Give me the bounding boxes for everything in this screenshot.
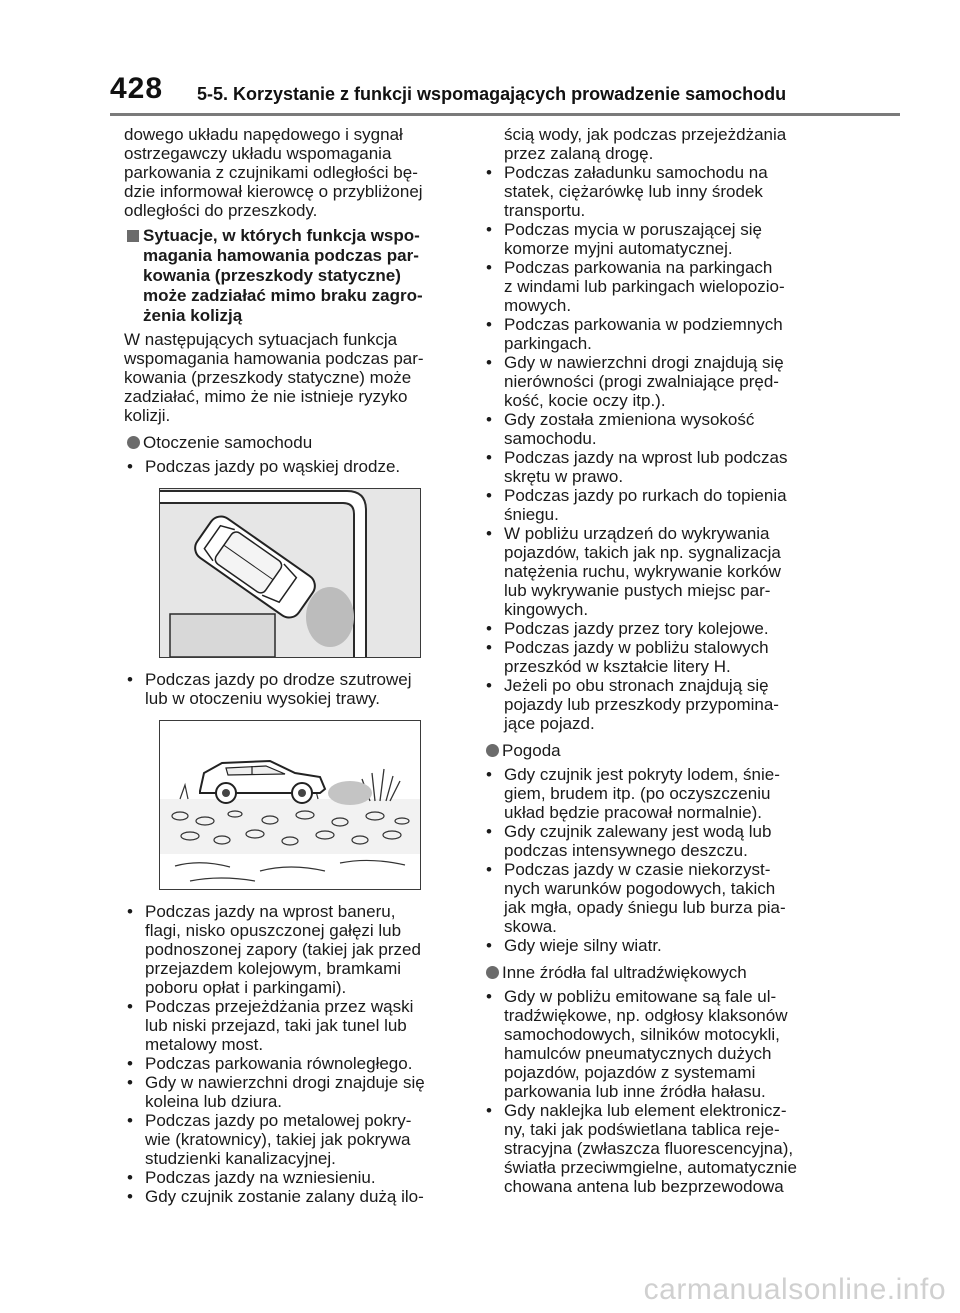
text-line: • Podczas parkowania w podziemnych: [504, 315, 783, 334]
list-item: [115, 457, 460, 476]
list-item: [474, 220, 809, 258]
text-line: • Gdy w nawierzchni drogi znajduje się: [145, 1073, 425, 1092]
text-line: kość, kocie oczy itp.).: [504, 391, 666, 410]
header-divider: [110, 113, 900, 116]
gravel-road-car-icon: [160, 721, 420, 889]
text-line: parkingach.: [504, 334, 592, 353]
text-line: nierówności (progi zwalniające pręd-: [504, 372, 779, 391]
heading-line: żenia kolizją: [143, 306, 243, 325]
text-line: dowego układu napędowego i sygnał: [124, 125, 403, 144]
round-bullet-icon: [486, 966, 499, 979]
text-line: przez zalaną drogę.: [504, 144, 654, 163]
text-line: • Podczas przejeżdżania przez wąski: [145, 997, 414, 1016]
text-line: przejazdem kolejowym, bramkami: [145, 959, 402, 978]
text-line: stracyjna (zwłaszcza fluorescencyjna),: [504, 1139, 794, 1158]
text-line: hamulców pneumatycznych dużych: [504, 1044, 772, 1063]
text-line: flagi, nisko opuszczonej gałęzi lub: [145, 921, 402, 940]
text-line: • Podczas jazdy na wprost lub podczas: [504, 448, 788, 467]
text-line: • Podczas jazdy po rurkach do topienia: [504, 486, 787, 505]
text-line: dzie informował kierowcę o przybliżonej: [124, 182, 423, 201]
text-line: • Jeżeli po obu stronach znajdują się: [504, 676, 769, 695]
subheading-ultrasonic-sources: [474, 963, 809, 982]
list-item: [115, 1111, 460, 1168]
intro-paragraph: [115, 125, 460, 220]
text-line: • Gdy w pobliżu emitowane są fale ul-: [504, 987, 777, 1006]
text-line: jak mgła, opady śniegu lub burza pia-: [504, 898, 786, 917]
list-item: [115, 670, 460, 708]
list-item: [474, 676, 809, 733]
narrow-road-illustration: [159, 488, 421, 658]
section-paragraph: [115, 330, 460, 425]
text-line: kolizji.: [124, 406, 171, 425]
left-column: [115, 125, 460, 1206]
text-line: lub wykrywanie pustych miejsc par-: [504, 581, 771, 600]
text-line: z windami lub parkingach wielopozio-: [504, 277, 785, 296]
text-line: lub w otoczeniu wysokiej trawy.: [145, 689, 380, 708]
text-line: • Podczas parkowania równoległego.: [145, 1054, 413, 1073]
list-item: [115, 902, 460, 997]
list-item: [474, 353, 809, 410]
subheading-text: Otoczenie samochodu: [143, 433, 313, 452]
text-line: • Podczas mycia w poruszającej się: [504, 220, 762, 239]
text-line: mowych.: [504, 296, 572, 315]
text-line: skowa.: [504, 917, 557, 936]
list-item: [474, 619, 809, 638]
text-line: kowania (przeszkody statyczne) może: [124, 368, 412, 387]
text-line: parkowania z czujnikami odległości bę-: [124, 163, 418, 182]
text-line: lub niski przejazd, taki jak tunel lub: [145, 1016, 407, 1035]
text-line: podnoszonej zapory (takiej jak przed: [145, 940, 421, 959]
text-line: światła przeciwmgielne, automatycznie: [504, 1158, 797, 1177]
round-bullet-icon: [486, 744, 499, 757]
text-line: układ będzie pracował normalnie).: [504, 803, 762, 822]
text-line: • Podczas jazdy w pobliżu stalowych: [504, 638, 769, 657]
text-line: pojazdy lub przeszkody przypomina-: [504, 695, 779, 714]
list-item: [474, 448, 809, 486]
square-bullet-icon: [127, 230, 139, 242]
text-line: • Gdy czujnik zalewany jest wodą lub: [504, 822, 772, 841]
text-line: komorze myjni automatycznej.: [504, 239, 733, 258]
text-line: jące pojazd.: [504, 714, 595, 733]
text-line: tradźwiękowe, np. odgłosy klaksonów: [504, 1006, 788, 1025]
text-line: statek, ciężarówkę lub inny środek: [504, 182, 763, 201]
list-item: [474, 410, 809, 448]
list-item: [474, 822, 809, 860]
text-line: zadziałać, mimo że nie istnieje ryzyko: [124, 387, 408, 406]
text-line: parkowania lub inne źródła hałasu.: [504, 1082, 766, 1101]
list-item: [474, 258, 809, 315]
text-line: samochodowych, silników motocykli,: [504, 1025, 780, 1044]
text-line: • W pobliżu urządzeń do wykrywania: [504, 524, 770, 543]
text-line: studzienki kanalizacyjnej.: [145, 1149, 336, 1168]
list-item: [474, 860, 809, 936]
list-item: [474, 486, 809, 524]
gravel-road-illustration: [159, 720, 421, 890]
text-line: W następujących sytuacjach funkcja: [124, 330, 398, 349]
text-line: wspomagania hamowania podczas par-: [124, 349, 424, 368]
text-line: ny, taki jak podświetlana tablica reje-: [504, 1120, 780, 1139]
right-column: [474, 125, 809, 1196]
list-item: [474, 936, 809, 955]
text-line: giem, brudem itp. (po oczyszczeniu: [504, 784, 771, 803]
text-line: • Podczas jazdy po wąskiej drodze.: [145, 457, 401, 476]
chapter-title: 5-5. Korzystanie z funkcji wspomagających prowadzenie samochodu: [197, 84, 787, 104]
text-line: podczas intensywnego deszczu.: [504, 841, 748, 860]
subheading-text: Pogoda: [502, 741, 561, 760]
list-item: [474, 638, 809, 676]
list-item: [474, 765, 809, 822]
list-item: [115, 1054, 460, 1073]
text-line: • Gdy naklejka lub element elektronicz-: [504, 1101, 787, 1120]
text-line: natężenia ruchu, wykrywanie korków: [504, 562, 781, 581]
list-item: [474, 524, 809, 619]
text-line: kingowych.: [504, 600, 589, 619]
subheading-text: Inne źródła fal ultradźwiękowych: [502, 963, 747, 982]
text-line: nych warunków pogodowych, takich: [504, 879, 776, 898]
subheading-surroundings: [115, 433, 460, 452]
text-line: transportu.: [504, 201, 586, 220]
text-line: wie (kratownicy), takiej jak pokrywa: [145, 1130, 411, 1149]
text-line: pojazdów, takich jak np. sygnalizacja: [504, 543, 781, 562]
heading-line: może zadziałać mimo braku zagro-: [143, 286, 423, 305]
text-line: samochodu.: [504, 429, 597, 448]
text-line: metalowy most.: [145, 1035, 264, 1054]
text-line: • Gdy została zmieniona wysokość: [504, 410, 755, 429]
text-line: • Gdy w nawierzchni drogi znajdują się: [504, 353, 784, 372]
text-line: • Gdy czujnik jest pokryty lodem, śnie-: [504, 765, 780, 784]
text-line: • Podczas jazdy na wprost baneru,: [145, 902, 396, 921]
watermark: carmanualsonline.info: [643, 1273, 946, 1306]
text-line: odległości do przeszkody.: [124, 201, 318, 220]
list-item: [474, 1101, 809, 1196]
text-line: chowana antena lub bezprzewodowa: [504, 1177, 784, 1196]
text-line: • Podczas jazdy w czasie niekorzyst-: [504, 860, 771, 879]
section-heading: [115, 226, 460, 326]
continuation-text: [474, 125, 809, 163]
heading-line: magania hamowania podczas par-: [143, 246, 419, 265]
list-item: [115, 1168, 460, 1187]
heading-line: Sytuacje, w których funkcja wspo-: [143, 226, 420, 245]
round-bullet-icon: [127, 436, 140, 449]
text-line: ostrzegawczy układu wspomagania: [124, 144, 392, 163]
text-line: poboru opłat i parkingami).: [145, 978, 347, 997]
text-line: śniegu.: [504, 505, 559, 524]
page-number: 428: [110, 72, 164, 105]
text-line: • Podczas jazdy po drodze szutrowej: [145, 670, 412, 689]
text-line: • Gdy czujnik zostanie zalany dużą ilo-: [145, 1187, 424, 1206]
text-line: • Podczas jazdy na wzniesieniu.: [145, 1168, 376, 1187]
page-header: [0, 0, 960, 120]
text-line: pojazdów, pojazdów z systemami: [504, 1063, 756, 1082]
text-line: • Podczas jazdy po metalowej pokry-: [145, 1111, 412, 1130]
text-line: • Podczas parkowania na parkingach: [504, 258, 773, 277]
text-line: skrętu w prawo.: [504, 467, 624, 486]
narrow-road-car-icon: [160, 489, 420, 657]
text-line: przeszkód w kształcie litery H.: [504, 657, 731, 676]
list-item: [115, 997, 460, 1054]
list-item: [474, 987, 809, 1101]
text-line: • Podczas załadunku samochodu na: [504, 163, 768, 182]
list-item: [115, 1187, 460, 1206]
list-item: [474, 163, 809, 220]
text-line: • Podczas jazdy przez tory kolejowe.: [504, 619, 769, 638]
heading-line: kowania (przeszkody statyczne): [143, 266, 401, 285]
text-line: • Gdy wieje silny wiatr.: [504, 936, 662, 955]
list-item: [474, 315, 809, 353]
text-line: koleina lub dziura.: [145, 1092, 283, 1111]
list-item: [115, 1073, 460, 1111]
subheading-weather: [474, 741, 809, 760]
text-line: ścią wody, jak podczas przejeżdżania: [504, 125, 787, 144]
